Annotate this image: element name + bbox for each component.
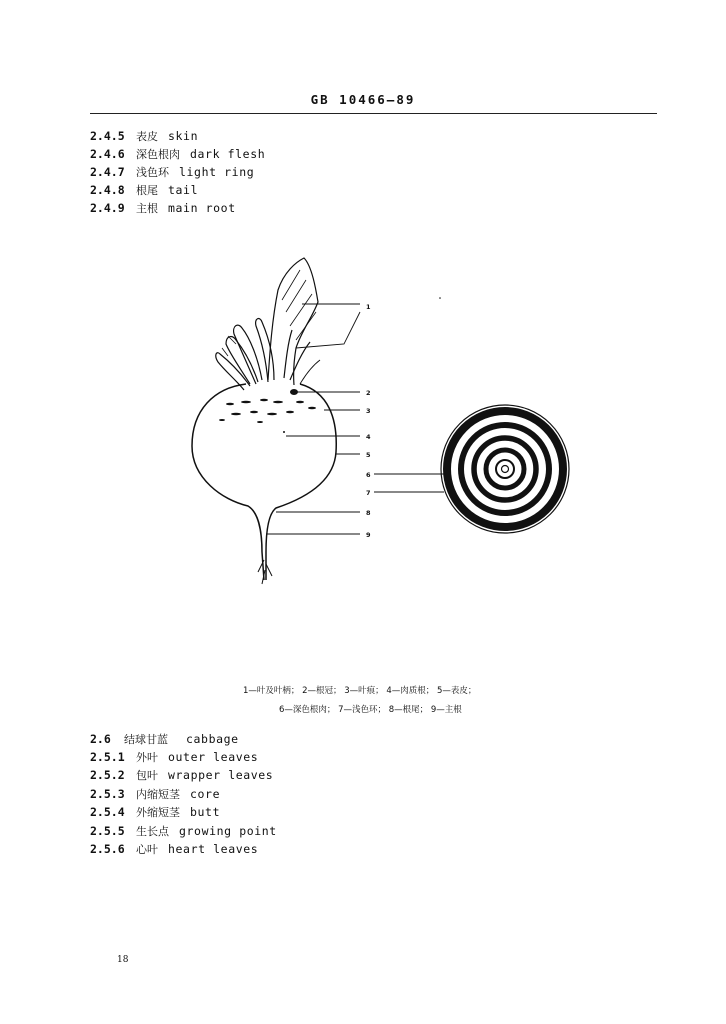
- figure-caption-line-1: 1—叶及叶柄； 2—根冠； 3—叶痕； 4—肉质根； 5—表皮；: [243, 686, 477, 696]
- term-row: [90, 787, 220, 802]
- term-english: heart leaves: [168, 842, 259, 856]
- term-number: 2.5.4: [90, 805, 125, 819]
- leader-lines: [266, 304, 444, 534]
- term-number: 2.4.5: [90, 129, 125, 143]
- term-chinese: 表皮: [136, 130, 158, 143]
- callout-number: 8: [366, 509, 371, 517]
- term-english: outer leaves: [168, 750, 259, 764]
- term-row: [90, 750, 258, 765]
- term-chinese: 主根: [136, 202, 158, 215]
- term-number: 2.4.9: [90, 201, 125, 215]
- term-row: [90, 842, 258, 857]
- callout-number: 5: [366, 451, 371, 459]
- page-number: 18: [117, 955, 129, 965]
- callout-number: 3: [366, 407, 371, 415]
- callout-numbers: [366, 303, 371, 539]
- term-chinese: 浅色环: [136, 166, 169, 179]
- callout-number: 1: [366, 303, 371, 311]
- callout-number: 7: [366, 489, 371, 497]
- term-number: 2.5.5: [90, 824, 125, 838]
- term-row: [90, 824, 277, 839]
- term-chinese: 心叶: [136, 843, 158, 856]
- term-number: 2.5.6: [90, 842, 125, 856]
- term-chinese: 外叶: [136, 751, 158, 764]
- term-english: skin: [168, 129, 199, 143]
- term-chinese: 外缩短茎: [136, 806, 180, 819]
- term-number: 2.5.1: [90, 750, 125, 764]
- root-crown-texture: [219, 389, 316, 433]
- term-chinese: 包叶: [136, 769, 158, 782]
- callout-number: 9: [366, 531, 371, 539]
- callout-number: 2: [366, 389, 371, 397]
- term-english: dark flesh: [190, 147, 266, 161]
- term-english: main root: [168, 201, 236, 215]
- term-english: butt: [190, 805, 221, 819]
- term-english: light ring: [179, 165, 255, 179]
- term-number: 2.6: [90, 732, 111, 746]
- term-english: core: [190, 787, 221, 801]
- term-english: cabbage: [186, 732, 239, 746]
- beet-leaves-drawing: [216, 258, 320, 390]
- standard-header: GB 10466—89: [310, 92, 416, 107]
- term-english: tail: [168, 183, 199, 197]
- beet-root-drawing: [192, 384, 336, 584]
- figure-caption-line-2: 6—深色根肉； 7—浅色环； 8—根尾； 9—主根: [279, 705, 462, 715]
- term-chinese: 生长点: [136, 825, 169, 838]
- term-number: 2.4.8: [90, 183, 125, 197]
- term-number: 2.4.6: [90, 147, 125, 161]
- term-row: [90, 732, 239, 747]
- callout-number: 4: [366, 433, 371, 441]
- term-chinese: 根尾: [136, 184, 158, 197]
- term-english: wrapper leaves: [168, 768, 274, 782]
- term-number: 2.5.2: [90, 768, 125, 782]
- term-row: [90, 768, 273, 783]
- term-english: growing point: [179, 824, 277, 838]
- term-chinese: 深色根肉: [136, 148, 180, 161]
- beet-cross-section-drawing: [441, 405, 569, 533]
- term-number: 2.4.7: [90, 165, 125, 179]
- callout-number: 6: [366, 471, 371, 479]
- term-chinese: 结球甘蓝: [124, 733, 168, 746]
- term-number: 2.5.3: [90, 787, 125, 801]
- term-row: [90, 805, 220, 820]
- term-chinese: 内缩短茎: [136, 788, 180, 801]
